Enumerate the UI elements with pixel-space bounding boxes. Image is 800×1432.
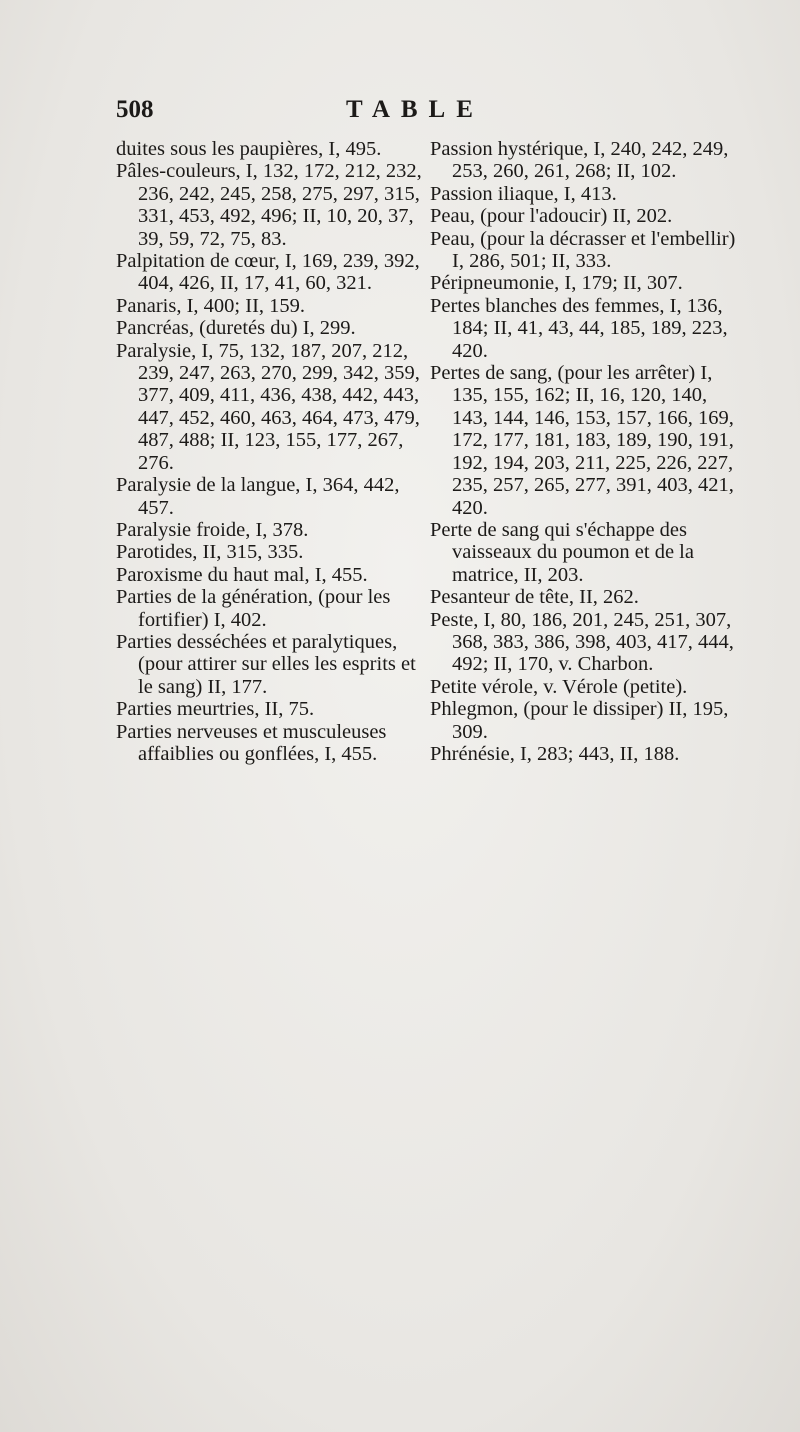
index-column-right xyxy=(430,138,740,765)
index-entry: duites sous les paupières, I, 495. xyxy=(116,138,382,160)
index-entry: Paralysie de la langue, I, 364, 442, 457. xyxy=(116,474,400,519)
index-entry: Paralysie, I, 75, 132, 187, 207, 212, 239, 247, 263, 270, 299, 342, 359, 377, 409, 411, 436, 438, 442, 443, 447, 452, 460, 463, 464, 473, 479, 487, 488; II, 123, 155, 177, 267, 276. xyxy=(116,339,420,474)
index-column-left xyxy=(116,138,426,765)
index-entry: Passion iliaque, I, 413. xyxy=(430,182,617,205)
page-number: 508 xyxy=(116,96,154,123)
index-entry: Pesanteur de tête, II, 262. xyxy=(430,586,639,609)
index-entry: Péripneumonie, I, 179; II, 307. xyxy=(430,272,683,295)
index-entry: Parties meurtries, II, 75. xyxy=(116,698,315,721)
index-entry: Peau, (pour la décrasser et l'embellir) I, 286, 501; II, 333. xyxy=(430,227,736,273)
index-entry: Peste, I, 80, 186, 201, 245, 251, 307, 368, 383, 386, 398, 403, 417, 444, 492; II, 170, v. Charbon. xyxy=(430,608,734,676)
index-entry: Pâles-couleurs, I, 132, 172, 212, 232, 236, 242, 245, 258, 275, 297, 315, 331, 453, 492, 496; II, 10, 20, 37, 39, 59, 72, 75, 83. xyxy=(116,160,422,250)
index-entry: Pertes de sang, (pour les arrêter) I, 135, 155, 162; II, 16, 120, 140, 143, 144, 146, 153, 157, 166, 169, 172, 177, 181, 183, 189, 190, 191, 192, 194, 203, 211, 225, 226, 227, 235, 257, 265, 277, 391, 403, 421, 420. xyxy=(430,362,734,519)
index-entry: Peau, (pour l'adoucir) II, 202. xyxy=(430,205,673,228)
index-entry: Passion hystérique, I, 240, 242, 249, 253, 260, 261, 268; II, 102. xyxy=(430,138,729,183)
index-entry: Parties nerveuses et musculeuses affaiblies ou gonflées, I, 455. xyxy=(116,720,387,765)
index-entry: Parties de la génération, (pour les fortifier) I, 402. xyxy=(116,586,391,631)
index-entry: Pertes blanches des femmes, I, 136, 184; II, 41, 43, 44, 185, 189, 223, 420. xyxy=(430,294,728,362)
index-entry: Parotides, II, 315, 335. xyxy=(116,541,304,564)
running-title: TABLE xyxy=(346,96,484,123)
index-entry: Parties desséchées et paralytiques, (pour attirer sur elles les esprits et le sang) II, 177. xyxy=(116,630,416,698)
page-header xyxy=(116,96,736,136)
index-entry: Palpitation de cœur, I, 169, 239, 392, 404, 426, II, 17, 41, 60, 321. xyxy=(116,250,420,295)
index-entry: Paralysie froide, I, 378. xyxy=(116,518,309,541)
index-entry: Panaris, I, 400; II, 159. xyxy=(116,294,306,317)
index-entry: Pancréas, (duretés du) I, 299. xyxy=(116,317,356,340)
index-entry: Paroxisme du haut mal, I, 455. xyxy=(116,563,368,586)
index-entry: Petite vérole, v. Vérole (petite). xyxy=(430,675,688,698)
index-entry: Phrénésie, I, 283; 443, II, 188. xyxy=(430,742,680,765)
index-entry: Perte de sang qui s'échappe des vaisseaux du poumon et de la matrice, II, 203. xyxy=(430,518,694,586)
index-entry: Phlegmon, (pour le dissiper) II, 195, 309. xyxy=(430,698,729,743)
